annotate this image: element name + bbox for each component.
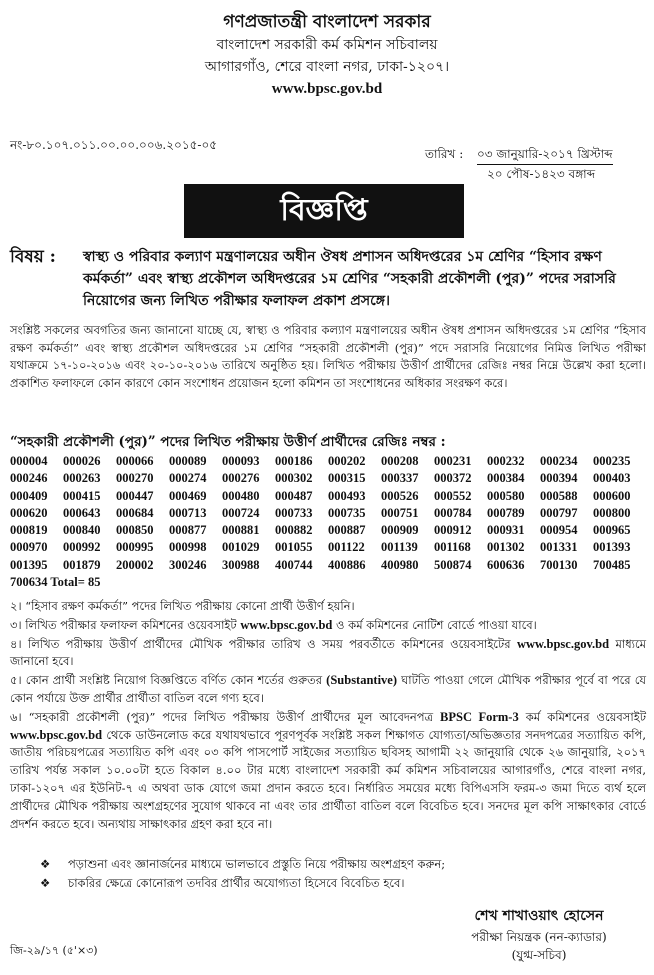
registration-number: 000004 [10, 454, 48, 468]
note-5 [10, 672, 646, 708]
registration-number: 000733 [275, 505, 313, 520]
registration-number: 000850 [116, 523, 154, 538]
registration-number: 000724 [222, 505, 260, 520]
bullet-item [40, 855, 445, 874]
advice-bullets [40, 855, 445, 893]
registration-number: 000089 [169, 454, 207, 468]
registration-number: 000552 [434, 488, 472, 503]
table-row [10, 574, 646, 591]
government-title: গণপ্রজাতন্ত্রী বাংলাদেশ সরকার [223, 12, 431, 32]
registration-number: 000580 [487, 488, 525, 503]
registration-number: 000235 [593, 454, 631, 468]
registration-number: 000302 [275, 471, 313, 486]
registration-number: 001139 [381, 540, 418, 555]
subject-text: স্বাস্থ্য ও পরিবার কল্যাণ মন্ত্রণালয়ের অধীন ঔষধ প্রশাসন অধিদপ্তরের ১ম শ্রেণির “হিসাব রক্ষণ কর্মকর্তা” এবং স্বাস্থ্য প্রকৌশল অধিদপ্তরের ১ম শ্রেণির “সহকারী প্রকৌশলী (পুর)” পদের সরাসরি নিয়োগের জন্য লিখিত পরীক্ষার ফলাফল প্রকাশ প্রসঙ্গে। [83, 249, 616, 309]
intro-paragraph: সংশ্লিষ্ট সকলের অবগতির জন্য জানানো যাচ্ছে যে, স্বাস্থ্য ও পরিবার কল্যাণ মন্ত্রণালয়ের অধীন ঔষধ প্রশাসন অধিদপ্তরের ১ম শ্রেণির “হিসাব রক্ষণ কর্মকর্তা” এবং স্বাস্থ্য প্রকৌশল অধিদপ্তরের ১ম শ্রেণির “সহকারী প্রকৌশলী (পুর)” পদে সরাসরি নিয়োগের নিমিত্ত লিখিত পরীক্ষা যথাক্রমে ১৭-১০-২০১৬ এবং ২০-১০-২০১৬ তারিখে অনুষ্ঠিত হয়। লিখিত পরীক্ষায় উত্তীর্ণ প্রার্থীদের রেজিঃ নম্বর নিম্নে উল্লেখ করা হলো। প্রকাশিত ফলাফলে কোন কারণে কোন সংশোধন প্রয়োজন হলো কমিশন তা সংশোধনের অধিকার সংরক্ষণ করে। [10, 323, 646, 390]
registration-number: 000713 [169, 505, 207, 520]
registration-number: 000998 [169, 540, 207, 555]
registration-number: 001879 [63, 557, 101, 572]
note-3-text-b: ও কর্ম কমিশনের নোটিশ বোর্ডে পাওয়া যাবে। [336, 617, 537, 632]
registration-number: 000394 [540, 471, 578, 486]
notice-banner: বিজ্ঞপ্তি [184, 184, 464, 238]
registration-number: 000797 [540, 505, 578, 520]
registration-number: 001168 [434, 540, 471, 555]
registration-number: 000093 [222, 454, 260, 468]
date-label: তারিখ : [425, 147, 464, 161]
note-4-text-b: মাধ্যমে জানানো হবে। [10, 636, 647, 669]
diamond-bullet-icon: ❖ [40, 876, 51, 890]
registration-number-table [10, 453, 646, 591]
registration-number: 700130 [540, 557, 578, 572]
registration-number: 700634 Total= 85 [10, 575, 101, 590]
reference-number: নং-৮০.১০৭.০১১.০০.০০.০০৬.২০১৫-০৫ [10, 138, 218, 152]
bullet-text: পড়াশুনা এবং জ্ঞানার্জনের মাধ্যমে ভালভাবে প্রস্তুতি নিয়ে পরীক্ষায় অংশগ্রহণ করুন; [68, 857, 446, 871]
print-code: জি-২৯/১৭ (৫'×৩) [10, 944, 98, 957]
registration-number: 000789 [487, 505, 525, 520]
table-row [10, 522, 646, 539]
registration-number: 000909 [381, 523, 419, 538]
registration-number: 000912 [434, 523, 472, 538]
registration-number: 700485 [593, 557, 631, 572]
note-4-text-a: ৪। লিখিত পরীক্ষায় উত্তীর্ণ প্রার্থীদের মৌখিক পরীক্ষার তারিখ ও সময় পরবর্তীতে কমিশনের ওয়েবসাইটের [10, 636, 511, 651]
registration-number: 000620 [10, 505, 48, 520]
registration-number: 000840 [63, 523, 101, 538]
registration-number: 000800 [593, 505, 631, 520]
registration-number: 000970 [10, 540, 48, 555]
registration-number: 300988 [222, 557, 260, 572]
table-row [10, 488, 646, 505]
registration-number: 000202 [328, 454, 366, 468]
subject-label: বিষয় : [10, 247, 56, 267]
registration-number: 000600 [593, 488, 631, 503]
subject-block [10, 246, 646, 312]
registration-number: 000881 [222, 523, 260, 538]
registration-number: 000784 [434, 505, 472, 520]
table-row [10, 505, 646, 522]
note-5-substantive: (Substantive) [326, 673, 398, 688]
table-row [10, 557, 646, 574]
table-row [10, 470, 646, 487]
registration-number: 500874 [434, 557, 472, 572]
registration-number: 000447 [116, 488, 154, 503]
registration-number: 000643 [63, 505, 101, 520]
registration-number: 001302 [487, 540, 525, 555]
registration-number: 000992 [63, 540, 101, 555]
registration-number: 000487 [275, 488, 313, 503]
registration-number: 000186 [275, 454, 313, 468]
note-5-text-a: ৫। কোন প্রার্থী সংশ্লিষ্ট নিয়োগ বিজ্ঞপ্তিতে বর্ণিত কোন শর্তের গুরুতর [10, 673, 323, 688]
registration-number: 000234 [540, 454, 578, 468]
registration-number: 000965 [593, 523, 631, 538]
registration-number: 000469 [169, 488, 207, 503]
signatory-rank: (যুগ্ম-সচিব) [511, 948, 567, 962]
registration-number: 000403 [593, 471, 631, 486]
registration-number: 000263 [63, 471, 101, 486]
note-2: ২। “হিসাব রক্ষণ কর্মকর্তা” পদের লিখিত পরীক্ষায় কোনো প্রার্থী উত্তীর্ণ হয়নি। [10, 599, 355, 613]
registration-number: 001055 [275, 540, 313, 555]
registration-number: 000735 [328, 505, 366, 520]
note-4 [10, 636, 646, 672]
registration-number: 600636 [487, 557, 525, 572]
note-3 [10, 617, 646, 635]
registration-number: 000208 [381, 454, 419, 468]
roll-list-heading: “সহকারী প্রকৌশলী (পুর)” পদের লিখিত পরীক্ষায় উত্তীর্ণ প্রার্থীদের রেজিঃ নম্বর : [10, 434, 446, 450]
registration-number: 000384 [487, 471, 525, 486]
note-5-text-b: ঘাটতি পাওয়া গেলে মৌখিক পরীক্ষার পূর্বে বা পরে যে কোন পর্যায়ে উক্ত প্রার্থীর প্রার্থীতা বাতিল বলে গণ্য হবে। [10, 673, 647, 705]
bullet-text: চাকরির ক্ষেত্রে কোনোরূপ তদবির প্রার্থীর অযোগ্যতা হিসেবে বিবেচিত হবে। [68, 876, 405, 890]
note-6-text-b: কর্ম কমিশনের ওয়েবসাইট [525, 709, 646, 724]
registration-number: 001393 [593, 540, 631, 555]
table-row [10, 539, 646, 556]
registration-number: 000415 [63, 488, 101, 503]
registration-number: 001029 [222, 540, 260, 555]
registration-number: 000372 [434, 471, 472, 486]
table-row [10, 453, 646, 470]
registration-number: 001331 [540, 540, 578, 555]
commission-title: বাংলাদেশ সরকারী কর্ম কমিশন সচিবালয় [216, 37, 438, 53]
bullet-item [40, 874, 445, 893]
registration-number: 000231 [434, 454, 472, 468]
date-block [425, 145, 613, 184]
registration-number: 000480 [222, 488, 260, 503]
signatory-name: শেখ শাখাওয়াৎ হোসেন [474, 908, 604, 924]
diamond-bullet-icon: ❖ [40, 857, 51, 871]
registration-number: 000493 [328, 488, 366, 503]
registration-number: 000276 [222, 471, 260, 486]
letterhead [0, 0, 654, 100]
registration-number: 000066 [116, 454, 154, 468]
signatory-designation: পরীক্ষা নিয়ন্ত্রক (নন-ক্যাডার) [471, 930, 607, 944]
signature-block [434, 904, 644, 964]
registration-number: 000684 [116, 505, 154, 520]
registration-number: 000526 [381, 488, 419, 503]
registration-number: 000315 [328, 471, 366, 486]
registration-number: 400886 [328, 557, 366, 572]
note-4-website[interactable]: www.bpsc.gov.bd [516, 636, 610, 651]
registration-number: 400980 [381, 557, 419, 572]
registration-number: 000409 [10, 488, 48, 503]
registration-number: 000887 [328, 523, 366, 538]
registration-number: 000995 [116, 540, 154, 555]
registration-number: 000751 [381, 505, 419, 520]
registration-number: 000877 [169, 523, 207, 538]
registration-number: 000337 [381, 471, 419, 486]
registration-number: 300246 [169, 557, 207, 572]
registration-number: 000232 [487, 454, 525, 468]
registration-number: 000931 [487, 523, 525, 538]
registration-number: 000954 [540, 523, 578, 538]
registration-number: 001395 [10, 557, 48, 572]
note-6-text-c: থেকে ডাউনলোড করে যথাযথভাবে পূরণপূর্বক সংশ্লিষ্ট সকল শিক্ষাগত যোগ্যতা/অভিজ্ঞতার সনদপত্রের সত্যায়িত কপি, জাতীয় পরিচয়পত্রের সত্যায়িত কপি এবং ০৩ কপি পাসপোর্ট সাইজের সত্যায়িত ছবিসহ আগামী ২২ জানুয়ারি থেকে ২৬ জানুয়ারি, ২০১৭ তারিখ পর্যন্ত সকাল ১০.০০টা হতে বিকাল ৪.০০ টার মধ্যে বাংলাদেশ সরকারী কর্ম কমিশন সচিবালয়ের আগারগাঁও, শেরে বাংলা নগর, ঢাকা-১২০৭ এর ইউনিট-৭ এ অথবা ডাক যোগে জমা প্রদান করতে হবে। নির্ধারিত সময়ের মধ্যে বিপিএসসি ফরম-৩ জমা দিতে ব্যর্থ হলে প্রার্থীদের মৌখিক পরীক্ষায় অংশগ্রহণের সুযোগ থাকবে না এবং তার প্রার্থীতা বাতিল বলে বিবেচিত হবে। সনদের মূল কপি সাক্ষাৎকার বোর্ডে প্রদর্শন করতে হবে। অন্যথায় সাক্ষাৎকার গ্রহণ করা হবে না। [10, 727, 646, 831]
registration-number: 400744 [275, 557, 313, 572]
date-bangla: ২০ পৌষ-১৪২৩ বঙ্গাব্দ [487, 167, 596, 181]
note-3-text-a: ৩। লিখিত পরীক্ষার ফলাফল কমিশনের ওয়েবসাইট [10, 617, 237, 632]
website-link[interactable]: www.bpsc.gov.bd [271, 81, 383, 97]
note-6-website[interactable]: www.bpsc.gov.bd [10, 727, 103, 742]
registration-number: 000270 [116, 471, 154, 486]
registration-number: 000882 [275, 523, 313, 538]
registration-number: 000819 [10, 523, 48, 538]
notes-section [10, 598, 646, 834]
registration-number: 000274 [169, 471, 207, 486]
note-6-form-name: BPSC Form-3 [440, 709, 519, 724]
date-english: ০৩ জানুয়ারি-২০১৭ খ্রিস্টাব্দ [477, 145, 613, 165]
registration-number: 000246 [10, 471, 48, 486]
registration-number: 000026 [63, 454, 101, 468]
note-6-text-a: ৬। “সহকারী প্রকৌশলী (পুর)” পদের লিখিত পরীক্ষায় উত্তীর্ণ প্রার্থীদের মূল আবেদনপত্র [10, 709, 434, 724]
registration-number: 001122 [328, 540, 365, 555]
registration-number: 000588 [540, 488, 578, 503]
note-6 [10, 709, 646, 834]
note-3-website[interactable]: www.bpsc.gov.bd [240, 617, 333, 632]
address: আগারগাঁও, শেরে বাংলা নগর, ঢাকা-১২০৭। [204, 59, 450, 75]
registration-number: 200002 [116, 557, 154, 572]
